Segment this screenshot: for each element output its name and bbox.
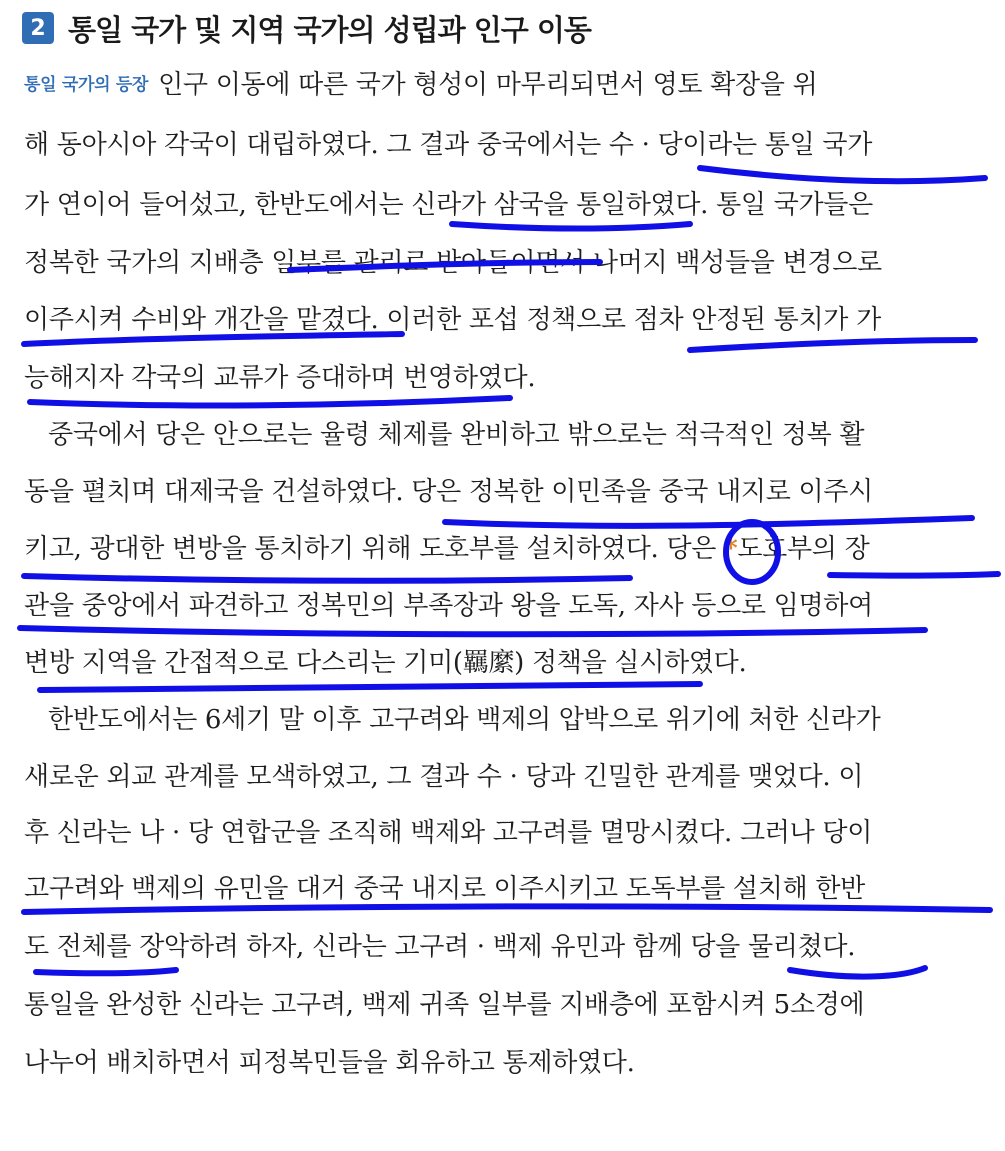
paragraph-line: [24, 524, 974, 574]
paragraph-line: 도 전체를 장악하려 하자, 신라는 고구려 · 백제 유민과 함께 당을 물리쳤다.: [24, 932, 856, 962]
paragraph-line: 후 신라는 나 · 당 연합군을 조직해 백제와 고구려를 멸망시켰다. 그러나 당이: [24, 818, 873, 848]
section-title: 통일 국가 및 지역 국가의 성립과 인구 이동: [68, 12, 591, 47]
footnote-star: *: [724, 534, 738, 564]
underline-mark: [830, 574, 998, 576]
paragraph-line: 중국에서 당은 안으로는 율령 체제를 완비하고 밖으로는 적극적인 정복 활: [48, 420, 865, 450]
paragraph-line: 나누어 배치하면서 피정복민들을 회유하고 통제하였다.: [24, 1048, 635, 1078]
paragraph-line: 동을 펼치며 대제국을 건설하였다. 당은 정복한 이민족을 중국 내지로 이주시: [24, 477, 873, 507]
paragraph-line: 관을 중앙에서 파견하고 정복민의 부족장과 왕을 도독, 자사 등으로 임명하여: [24, 591, 873, 621]
subheading: 통일 국가의 등장: [24, 75, 149, 95]
paragraph-line: 해 동아시아 각국이 대립하였다. 그 결과 중국에서는 수 · 당이라는 통일 국가: [24, 130, 873, 160]
paragraph-line: 가 연이어 들어섰고, 한반도에서는 신라가 삼국을 통일하였다. 통일 국가들은: [24, 190, 873, 220]
paragraph-line: 능해지자 각국의 교류가 증대하며 번영하였다.: [24, 363, 536, 393]
paragraph-line: [24, 60, 974, 110]
line-text: 키고, 광대한 변방을 통치하기 위해 도호부를 설치하였다. 당은: [24, 534, 725, 564]
paragraph-line: 새로운 외교 관계를 모색하였고, 그 결과 수 · 당과 긴밀한 관계를 맺었다. 이: [24, 762, 864, 792]
paragraph-line: 고구려와 백제의 유민을 대거 중국 내지로 이주시키고 도독부를 설치해 한반: [24, 874, 865, 904]
section-number-badge: 2: [22, 12, 54, 44]
paragraph-line: 한반도에서는 6세기 말 이후 고구려와 백제의 압박으로 위기에 처한 신라가: [48, 705, 881, 735]
paragraph-line: 변방 지역을 간접적으로 다스리는 기미(羈縻) 정책을 실시하였다.: [24, 648, 747, 678]
section-heading: [22, 8, 591, 48]
line-text: 인구 이동에 따른 국가 형성이 마무리되면서 영토 확장을 위: [158, 70, 818, 100]
paragraph-line: 이주시켜 수비와 개간을 맡겼다. 이러한 포섭 정책으로 점차 안정된 통치가 가: [24, 305, 881, 335]
paragraph-line: 정복한 국가의 지배층 일부를 관리로 받아들이면서 나머지 백성들을 변경으로: [24, 248, 882, 278]
line-text: 도호부의 장: [737, 534, 870, 564]
paragraph-line: 통일을 완성한 신라는 고구려, 백제 귀족 일부를 지배층에 포함시켜 5소경에: [24, 990, 865, 1020]
